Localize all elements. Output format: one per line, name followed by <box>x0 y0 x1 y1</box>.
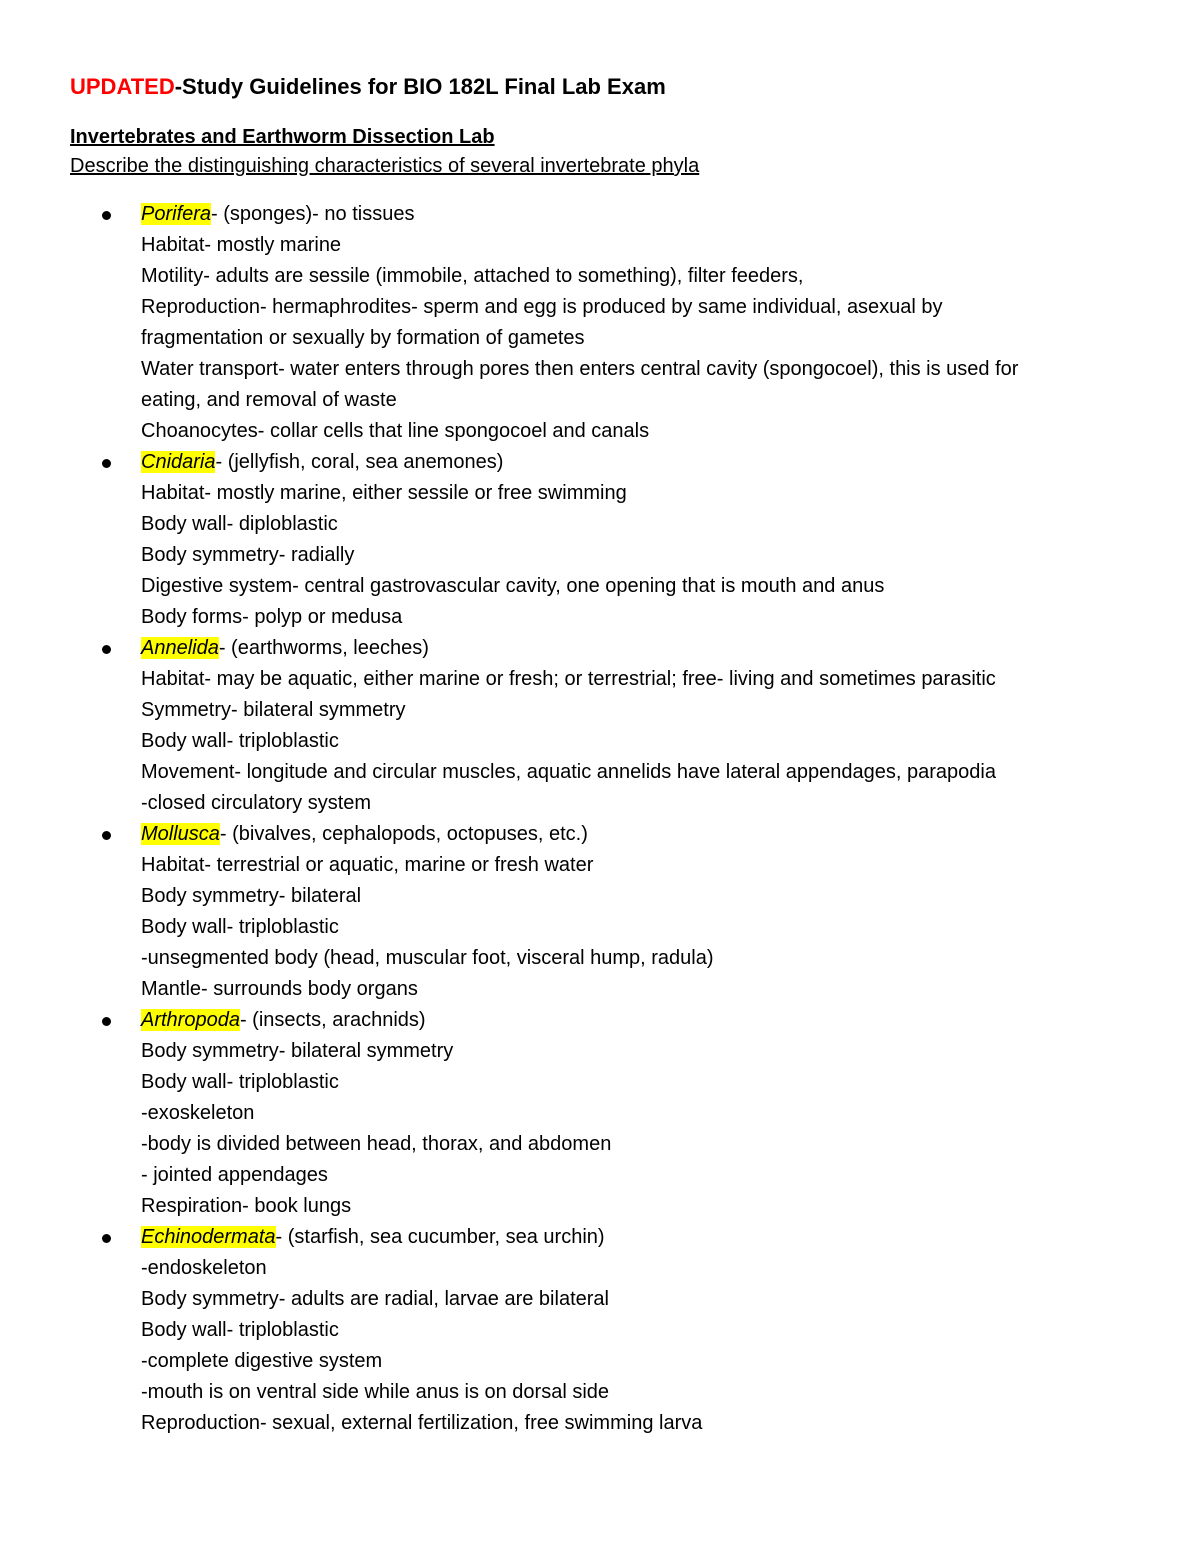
phylum-item-echinodermata <box>0 1222 1200 1439</box>
phylum-detail-line: fragmentation or sexually by formation of gametes <box>141 327 585 349</box>
phylum-detail-line: -exoskeleton <box>141 1102 255 1124</box>
phylum-detail-line: Habitat- mostly marine, either sessile or free swimming <box>141 482 627 504</box>
phylum-detail-line: -closed circulatory system <box>141 792 372 814</box>
title-text: -Study Guidelines for BIO 182L Final Lab Exam <box>174 74 666 99</box>
phylum-examples: - (earthworms, leeches) <box>218 637 429 659</box>
phylum-examples: - (insects, arachnids) <box>239 1009 426 1031</box>
phylum-detail-line: Body symmetry- adults are radial, larvae are bilateral <box>141 1288 609 1310</box>
phylum-header <box>0 1222 1200 1253</box>
phylum-header <box>0 199 1200 230</box>
phylum-detail-line: Body forms- polyp or medusa <box>141 606 403 628</box>
phylum-detail-line: Habitat- mostly marine <box>141 234 342 256</box>
phylum-detail-line: Water transport- water enters through pores then enters central cavity (spongocoel), this is used for <box>141 358 1019 380</box>
phylum-detail-line: Digestive system- central gastrovascular cavity, one opening that is mouth and anus <box>141 575 885 597</box>
phylum-detail-line: -endoskeleton <box>141 1257 267 1279</box>
phylum-name: Echinodermata <box>141 1226 276 1248</box>
phylum-detail-line: Choanocytes- collar cells that line spongocoel and canals <box>141 420 650 442</box>
phylum-detail-line: Body wall- triploblastic <box>141 730 339 752</box>
phylum-header <box>0 819 1200 850</box>
phylum-name: Mollusca <box>141 823 220 845</box>
phylum-detail-line: -body is divided between head, thorax, and abdomen <box>141 1133 612 1155</box>
phylum-detail-line: Body symmetry- bilateral <box>141 885 362 907</box>
section-subheading: Describe the distinguishing characteristics of several invertebrate phyla <box>70 155 700 177</box>
phylum-name: Arthropoda <box>141 1009 240 1031</box>
phylum-item-mollusca <box>0 819 1200 1005</box>
phylum-detail-line: Reproduction- sexual, external fertilization, free swimming larva <box>141 1412 703 1434</box>
phylum-detail-line: Motility- adults are sessile (immobile, attached to something), filter feeders, <box>141 265 804 287</box>
phylum-detail-line: -unsegmented body (head, muscular foot, visceral hump, radula) <box>141 947 714 969</box>
phylum-name: Annelida <box>141 637 219 659</box>
phylum-header <box>0 1005 1200 1036</box>
phylum-detail-line: -mouth is on ventral side while anus is on dorsal side <box>141 1381 610 1403</box>
phylum-detail-line: eating, and removal of waste <box>141 389 397 411</box>
phylum-detail-line: Body symmetry- radially <box>141 544 355 566</box>
phylum-examples: - (starfish, sea cucumber, sea urchin) <box>275 1226 605 1248</box>
phylum-item-porifera <box>0 199 1200 447</box>
section-heading: Invertebrates and Earthworm Dissection Lab <box>70 126 495 148</box>
bullet-icon <box>102 645 111 654</box>
bullet-icon <box>102 211 111 220</box>
phylum-detail-line: - jointed appendages <box>141 1164 328 1186</box>
bullet-icon <box>102 831 111 840</box>
phylum-detail-line: Mantle- surrounds body organs <box>141 978 418 1000</box>
phylum-name: Porifera <box>141 203 212 225</box>
phylum-examples: - (bivalves, cephalopods, octopuses, etc.) <box>219 823 588 845</box>
phylum-item-annelida <box>0 633 1200 819</box>
phylum-name: Cnidaria <box>141 451 216 473</box>
phylum-detail-line: Reproduction- hermaphrodites- sperm and egg is produced by same individual, asexual by <box>141 296 943 318</box>
phylum-detail-line: Body wall- diploblastic <box>141 513 338 535</box>
phylum-header <box>0 633 1200 664</box>
phylum-item-arthropoda <box>0 1005 1200 1222</box>
bullet-icon <box>102 1017 111 1026</box>
phylum-detail-line: Body symmetry- bilateral symmetry <box>141 1040 454 1062</box>
title-updated-label: UPDATED <box>70 74 175 99</box>
phylum-detail-line: Respiration- book lungs <box>141 1195 352 1217</box>
phylum-header <box>0 447 1200 478</box>
phyla-list <box>0 199 1200 1439</box>
phylum-detail-line: Habitat- may be aquatic, either marine or fresh; or terrestrial; free- living and sometimes parasitic <box>141 668 996 690</box>
phylum-detail-line: Movement- longitude and circular muscles, aquatic annelids have lateral appendages, parapodia <box>141 761 996 783</box>
phylum-item-cnidaria <box>0 447 1200 633</box>
bullet-icon <box>102 1234 111 1243</box>
phylum-examples: - (sponges)- no tissues <box>211 203 415 225</box>
phylum-detail-line: Habitat- terrestrial or aquatic, marine or fresh water <box>141 854 594 876</box>
phylum-detail-line: Symmetry- bilateral symmetry <box>141 699 406 721</box>
phylum-detail-line: Body wall- triploblastic <box>141 1319 339 1341</box>
phylum-detail-line: Body wall- triploblastic <box>141 1071 339 1093</box>
page-title <box>70 74 666 100</box>
phylum-detail-line: Body wall- triploblastic <box>141 916 339 938</box>
phylum-examples: - (jellyfish, coral, sea anemones) <box>215 451 504 473</box>
bullet-icon <box>102 459 111 468</box>
phylum-detail-line: -complete digestive system <box>141 1350 383 1372</box>
